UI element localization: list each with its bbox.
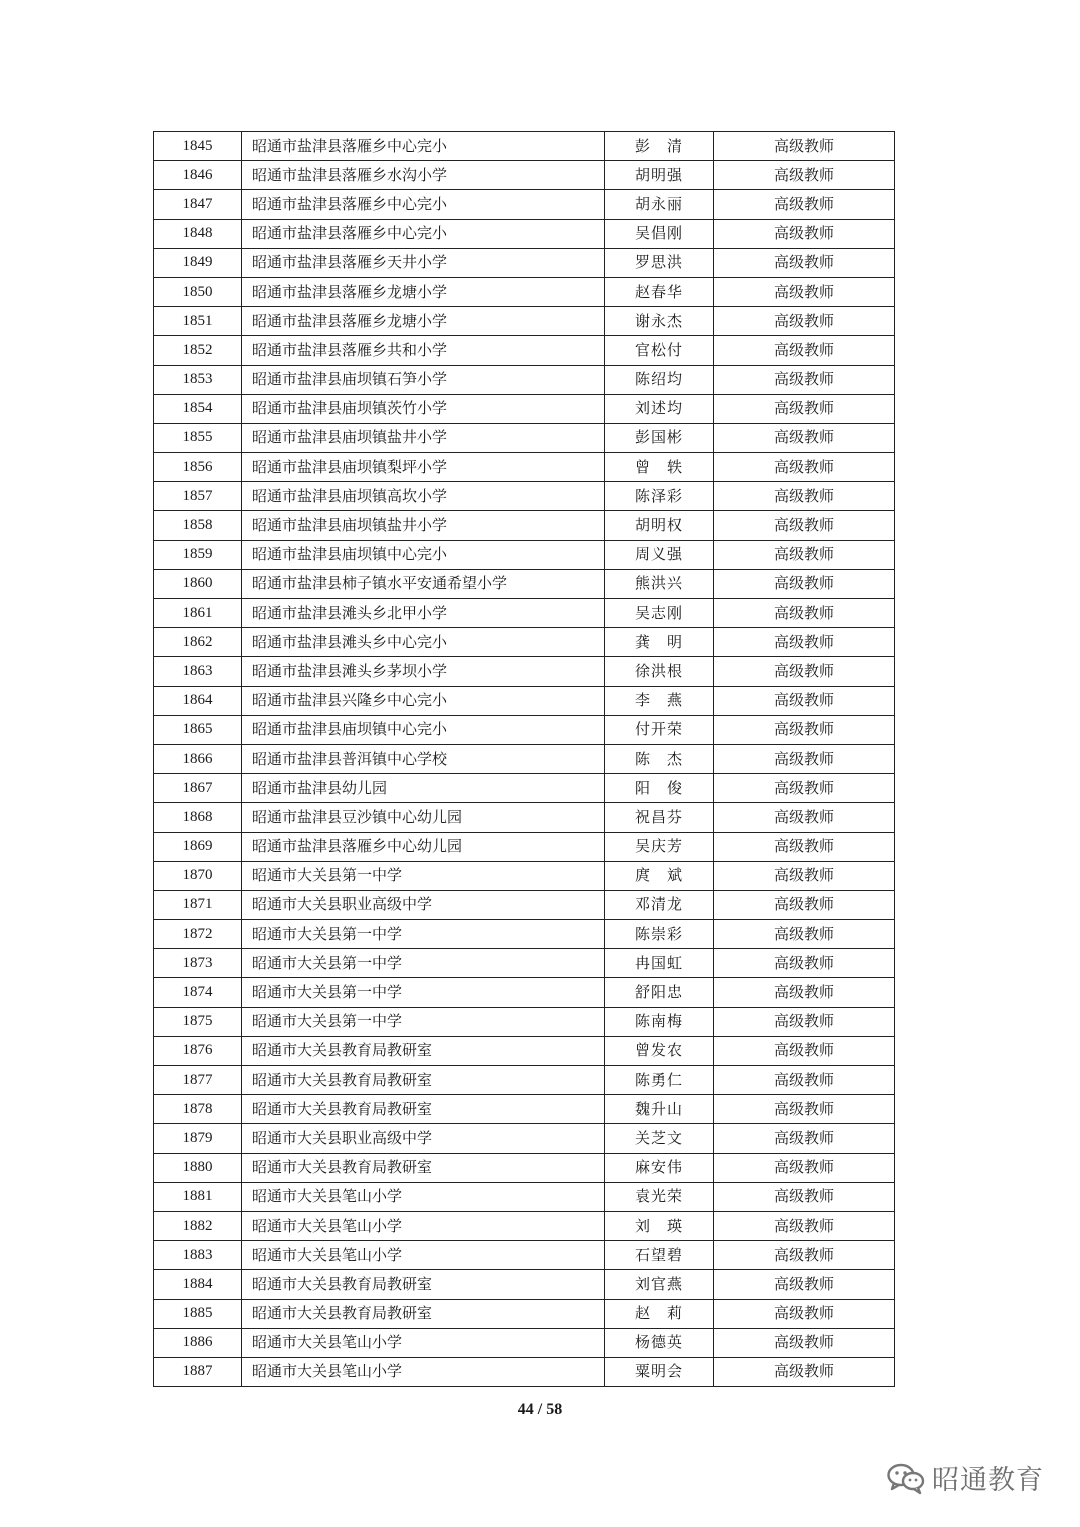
teacher-name-cell: 粟明会 (605, 1357, 714, 1386)
row-number: 1871 (154, 890, 242, 919)
school-cell: 昭通市大关县笔山小学 (242, 1328, 605, 1357)
table-row (154, 423, 895, 452)
school-cell: 昭通市盐津县幼儿园 (242, 774, 605, 803)
row-number: 1884 (154, 1270, 242, 1299)
row-number: 1854 (154, 394, 242, 423)
teacher-name-cell: 邓清龙 (605, 890, 714, 919)
teacher-name-cell: 刘述均 (605, 394, 714, 423)
table-row (154, 1007, 895, 1036)
table-row (154, 1182, 895, 1211)
row-number: 1865 (154, 715, 242, 744)
teacher-name-cell: 谢永杰 (605, 307, 714, 336)
title-cell: 高级教师 (714, 394, 895, 423)
title-cell: 高级教师 (714, 1124, 895, 1153)
school-cell: 昭通市大关县教育局教研室 (242, 1095, 605, 1124)
table-row (154, 248, 895, 277)
row-number: 1850 (154, 277, 242, 306)
school-cell: 昭通市盐津县庙坝镇茨竹小学 (242, 394, 605, 423)
title-cell: 高级教师 (714, 1095, 895, 1124)
school-cell: 昭通市盐津县庙坝镇盐井小学 (242, 511, 605, 540)
teacher-name-cell: 彭国彬 (605, 423, 714, 452)
teacher-roster-table (153, 131, 895, 1387)
teacher-name-cell: 陈南梅 (605, 1007, 714, 1036)
table-row (154, 307, 895, 336)
teacher-name-cell: 彭 清 (605, 132, 714, 161)
table-row (154, 744, 895, 773)
teacher-name-cell: 赵春华 (605, 277, 714, 306)
table-row (154, 1299, 895, 1328)
title-cell: 高级教师 (714, 861, 895, 890)
teacher-name-cell: 祝昌芬 (605, 803, 714, 832)
row-number: 1867 (154, 774, 242, 803)
teacher-name-cell: 刘 瑛 (605, 1211, 714, 1240)
table-row (154, 832, 895, 861)
row-number: 1875 (154, 1007, 242, 1036)
school-cell: 昭通市盐津县庙坝镇梨坪小学 (242, 453, 605, 482)
teacher-name-cell: 陈泽彩 (605, 482, 714, 511)
teacher-name-cell: 胡明权 (605, 511, 714, 540)
title-cell: 高级教师 (714, 599, 895, 628)
watermark-text: 昭通教育 (932, 1465, 1044, 1496)
school-cell: 昭通市大关县笔山小学 (242, 1357, 605, 1386)
roster-body (154, 132, 895, 1387)
school-cell: 昭通市大关县第一中学 (242, 978, 605, 1007)
table-row (154, 482, 895, 511)
school-cell: 昭通市大关县教育局教研室 (242, 1153, 605, 1182)
table-row (154, 569, 895, 598)
teacher-name-cell: 刘官燕 (605, 1270, 714, 1299)
row-number: 1845 (154, 132, 242, 161)
title-cell: 高级教师 (714, 1270, 895, 1299)
school-cell: 昭通市盐津县庙坝镇石笋小学 (242, 365, 605, 394)
row-number: 1861 (154, 599, 242, 628)
row-number: 1856 (154, 453, 242, 482)
school-cell: 昭通市盐津县滩头乡北甲小学 (242, 599, 605, 628)
table-row (154, 365, 895, 394)
title-cell: 高级教师 (714, 190, 895, 219)
title-cell: 高级教师 (714, 1299, 895, 1328)
table-row (154, 599, 895, 628)
table-row (154, 628, 895, 657)
title-cell: 高级教师 (714, 949, 895, 978)
row-number: 1848 (154, 219, 242, 248)
school-cell: 昭通市盐津县柿子镇水平安通希望小学 (242, 569, 605, 598)
school-cell: 昭通市盐津县落雁乡中心完小 (242, 132, 605, 161)
school-cell: 昭通市盐津县豆沙镇中心幼儿园 (242, 803, 605, 832)
table-row (154, 511, 895, 540)
school-cell: 昭通市大关县笔山小学 (242, 1211, 605, 1240)
row-number: 1858 (154, 511, 242, 540)
teacher-name-cell: 曾发农 (605, 1036, 714, 1065)
table-row (154, 1241, 895, 1270)
title-cell: 高级教师 (714, 482, 895, 511)
school-cell: 昭通市大关县职业高级中学 (242, 890, 605, 919)
school-cell: 昭通市大关县第一中学 (242, 1007, 605, 1036)
teacher-name-cell: 李 燕 (605, 686, 714, 715)
table-row (154, 1095, 895, 1124)
teacher-name-cell: 赵 莉 (605, 1299, 714, 1328)
school-cell: 昭通市盐津县庙坝镇盐井小学 (242, 423, 605, 452)
table-row (154, 890, 895, 919)
row-number: 1847 (154, 190, 242, 219)
school-cell: 昭通市盐津县落雁乡天井小学 (242, 248, 605, 277)
title-cell: 高级教师 (714, 890, 895, 919)
title-cell: 高级教师 (714, 277, 895, 306)
title-cell: 高级教师 (714, 1036, 895, 1065)
row-number: 1880 (154, 1153, 242, 1182)
title-cell: 高级教师 (714, 715, 895, 744)
table-row (154, 540, 895, 569)
row-number: 1873 (154, 949, 242, 978)
row-number: 1855 (154, 423, 242, 452)
row-number: 1849 (154, 248, 242, 277)
school-cell: 昭通市盐津县滩头乡茅坝小学 (242, 657, 605, 686)
title-cell: 高级教师 (714, 423, 895, 452)
row-number: 1853 (154, 365, 242, 394)
school-cell: 昭通市盐津县庙坝镇中心完小 (242, 715, 605, 744)
teacher-name-cell: 魏升山 (605, 1095, 714, 1124)
row-number: 1864 (154, 686, 242, 715)
teacher-name-cell: 周义强 (605, 540, 714, 569)
teacher-name-cell: 吴庆芳 (605, 832, 714, 861)
table-row (154, 978, 895, 1007)
teacher-name-cell: 吴志刚 (605, 599, 714, 628)
table-row (154, 1066, 895, 1095)
table-row (154, 277, 895, 306)
teacher-name-cell: 阳 俊 (605, 774, 714, 803)
row-number: 1877 (154, 1066, 242, 1095)
title-cell: 高级教师 (714, 511, 895, 540)
school-cell: 昭通市大关县教育局教研室 (242, 1036, 605, 1065)
school-cell: 昭通市大关县教育局教研室 (242, 1299, 605, 1328)
title-cell: 高级教师 (714, 1066, 895, 1095)
table-row (154, 1124, 895, 1153)
row-number: 1885 (154, 1299, 242, 1328)
table-row (154, 774, 895, 803)
table-row (154, 861, 895, 890)
school-cell: 昭通市盐津县落雁乡水沟小学 (242, 161, 605, 190)
row-number: 1879 (154, 1124, 242, 1153)
school-cell: 昭通市大关县笔山小学 (242, 1241, 605, 1270)
table-row (154, 1153, 895, 1182)
school-cell: 昭通市大关县教育局教研室 (242, 1270, 605, 1299)
title-cell: 高级教师 (714, 920, 895, 949)
title-cell: 高级教师 (714, 248, 895, 277)
title-cell: 高级教师 (714, 978, 895, 1007)
school-cell: 昭通市盐津县落雁乡龙塘小学 (242, 277, 605, 306)
teacher-name-cell: 陈绍均 (605, 365, 714, 394)
school-cell: 昭通市盐津县落雁乡中心幼儿园 (242, 832, 605, 861)
title-cell: 高级教师 (714, 161, 895, 190)
teacher-name-cell: 关芝文 (605, 1124, 714, 1153)
teacher-name-cell: 陈 杰 (605, 744, 714, 773)
table-row (154, 1270, 895, 1299)
school-cell: 昭通市大关县笔山小学 (242, 1182, 605, 1211)
title-cell: 高级教师 (714, 569, 895, 598)
teacher-name-cell: 付开荣 (605, 715, 714, 744)
row-number: 1876 (154, 1036, 242, 1065)
teacher-name-cell: 胡永丽 (605, 190, 714, 219)
row-number: 1851 (154, 307, 242, 336)
teacher-name-cell: 官松付 (605, 336, 714, 365)
row-number: 1887 (154, 1357, 242, 1386)
row-number: 1852 (154, 336, 242, 365)
title-cell: 高级教师 (714, 1211, 895, 1240)
row-number: 1882 (154, 1211, 242, 1240)
school-cell: 昭通市盐津县落雁乡共和小学 (242, 336, 605, 365)
title-cell: 高级教师 (714, 832, 895, 861)
row-number: 1857 (154, 482, 242, 511)
title-cell: 高级教师 (714, 1153, 895, 1182)
table-row (154, 394, 895, 423)
teacher-name-cell: 胡明强 (605, 161, 714, 190)
teacher-name-cell: 石望碧 (605, 1241, 714, 1270)
title-cell: 高级教师 (714, 453, 895, 482)
teacher-name-cell: 曾 轶 (605, 453, 714, 482)
title-cell: 高级教师 (714, 1328, 895, 1357)
table-row (154, 686, 895, 715)
title-cell: 高级教师 (714, 1357, 895, 1386)
school-cell: 昭通市大关县职业高级中学 (242, 1124, 605, 1153)
table-row (154, 219, 895, 248)
row-number: 1870 (154, 861, 242, 890)
row-number: 1878 (154, 1095, 242, 1124)
row-number: 1881 (154, 1182, 242, 1211)
title-cell: 高级教师 (714, 540, 895, 569)
table-row (154, 453, 895, 482)
teacher-name-cell: 徐洪根 (605, 657, 714, 686)
title-cell: 高级教师 (714, 774, 895, 803)
teacher-name-cell: 陈勇仁 (605, 1066, 714, 1095)
table-row (154, 1357, 895, 1386)
row-number: 1863 (154, 657, 242, 686)
row-number: 1883 (154, 1241, 242, 1270)
teacher-name-cell: 麻安伟 (605, 1153, 714, 1182)
school-cell: 昭通市大关县第一中学 (242, 920, 605, 949)
table-row (154, 336, 895, 365)
title-cell: 高级教师 (714, 365, 895, 394)
title-cell: 高级教师 (714, 628, 895, 657)
title-cell: 高级教师 (714, 1182, 895, 1211)
teacher-name-cell: 熊洪兴 (605, 569, 714, 598)
wechat-official-account-icon (886, 1461, 926, 1495)
teacher-name-cell: 舒阳忠 (605, 978, 714, 1007)
school-cell: 昭通市盐津县落雁乡中心完小 (242, 219, 605, 248)
row-number: 1868 (154, 803, 242, 832)
teacher-name-cell: 袁光荣 (605, 1182, 714, 1211)
title-cell: 高级教师 (714, 336, 895, 365)
row-number: 1846 (154, 161, 242, 190)
teacher-name-cell: 冉国虹 (605, 949, 714, 978)
teacher-name-cell: 陈崇彩 (605, 920, 714, 949)
title-cell: 高级教师 (714, 744, 895, 773)
school-cell: 昭通市盐津县落雁乡中心完小 (242, 190, 605, 219)
table-row (154, 1328, 895, 1357)
table-row (154, 132, 895, 161)
title-cell: 高级教师 (714, 803, 895, 832)
title-cell: 高级教师 (714, 657, 895, 686)
page-number: 44 / 58 (517, 1401, 563, 1418)
table-row (154, 1036, 895, 1065)
row-number: 1874 (154, 978, 242, 1007)
title-cell: 高级教师 (714, 1241, 895, 1270)
title-cell: 高级教师 (714, 219, 895, 248)
school-cell: 昭通市大关县第一中学 (242, 949, 605, 978)
school-cell: 昭通市盐津县兴隆乡中心完小 (242, 686, 605, 715)
row-number: 1862 (154, 628, 242, 657)
table-row (154, 949, 895, 978)
title-cell: 高级教师 (714, 1007, 895, 1036)
row-number: 1869 (154, 832, 242, 861)
school-cell: 昭通市盐津县普洱镇中心学校 (242, 744, 605, 773)
school-cell: 昭通市盐津县滩头乡中心完小 (242, 628, 605, 657)
table-row (154, 190, 895, 219)
school-cell: 昭通市大关县第一中学 (242, 861, 605, 890)
school-cell: 昭通市盐津县庙坝镇中心完小 (242, 540, 605, 569)
table-row (154, 715, 895, 744)
row-number: 1866 (154, 744, 242, 773)
teacher-name-cell: 杨德英 (605, 1328, 714, 1357)
title-cell: 高级教师 (714, 307, 895, 336)
title-cell: 高级教师 (714, 132, 895, 161)
row-number: 1859 (154, 540, 242, 569)
teacher-name-cell: 庹 斌 (605, 861, 714, 890)
school-cell: 昭通市大关县教育局教研室 (242, 1066, 605, 1095)
teacher-name-cell: 罗思洪 (605, 248, 714, 277)
row-number: 1886 (154, 1328, 242, 1357)
table-row (154, 920, 895, 949)
table-row (154, 161, 895, 190)
table-row (154, 657, 895, 686)
table-row (154, 803, 895, 832)
teacher-name-cell: 龚 明 (605, 628, 714, 657)
school-cell: 昭通市盐津县落雁乡龙塘小学 (242, 307, 605, 336)
watermark (886, 1458, 1044, 1497)
row-number: 1872 (154, 920, 242, 949)
title-cell: 高级教师 (714, 686, 895, 715)
school-cell: 昭通市盐津县庙坝镇高坎小学 (242, 482, 605, 511)
row-number: 1860 (154, 569, 242, 598)
table-row (154, 1211, 895, 1240)
teacher-name-cell: 吴倡刚 (605, 219, 714, 248)
